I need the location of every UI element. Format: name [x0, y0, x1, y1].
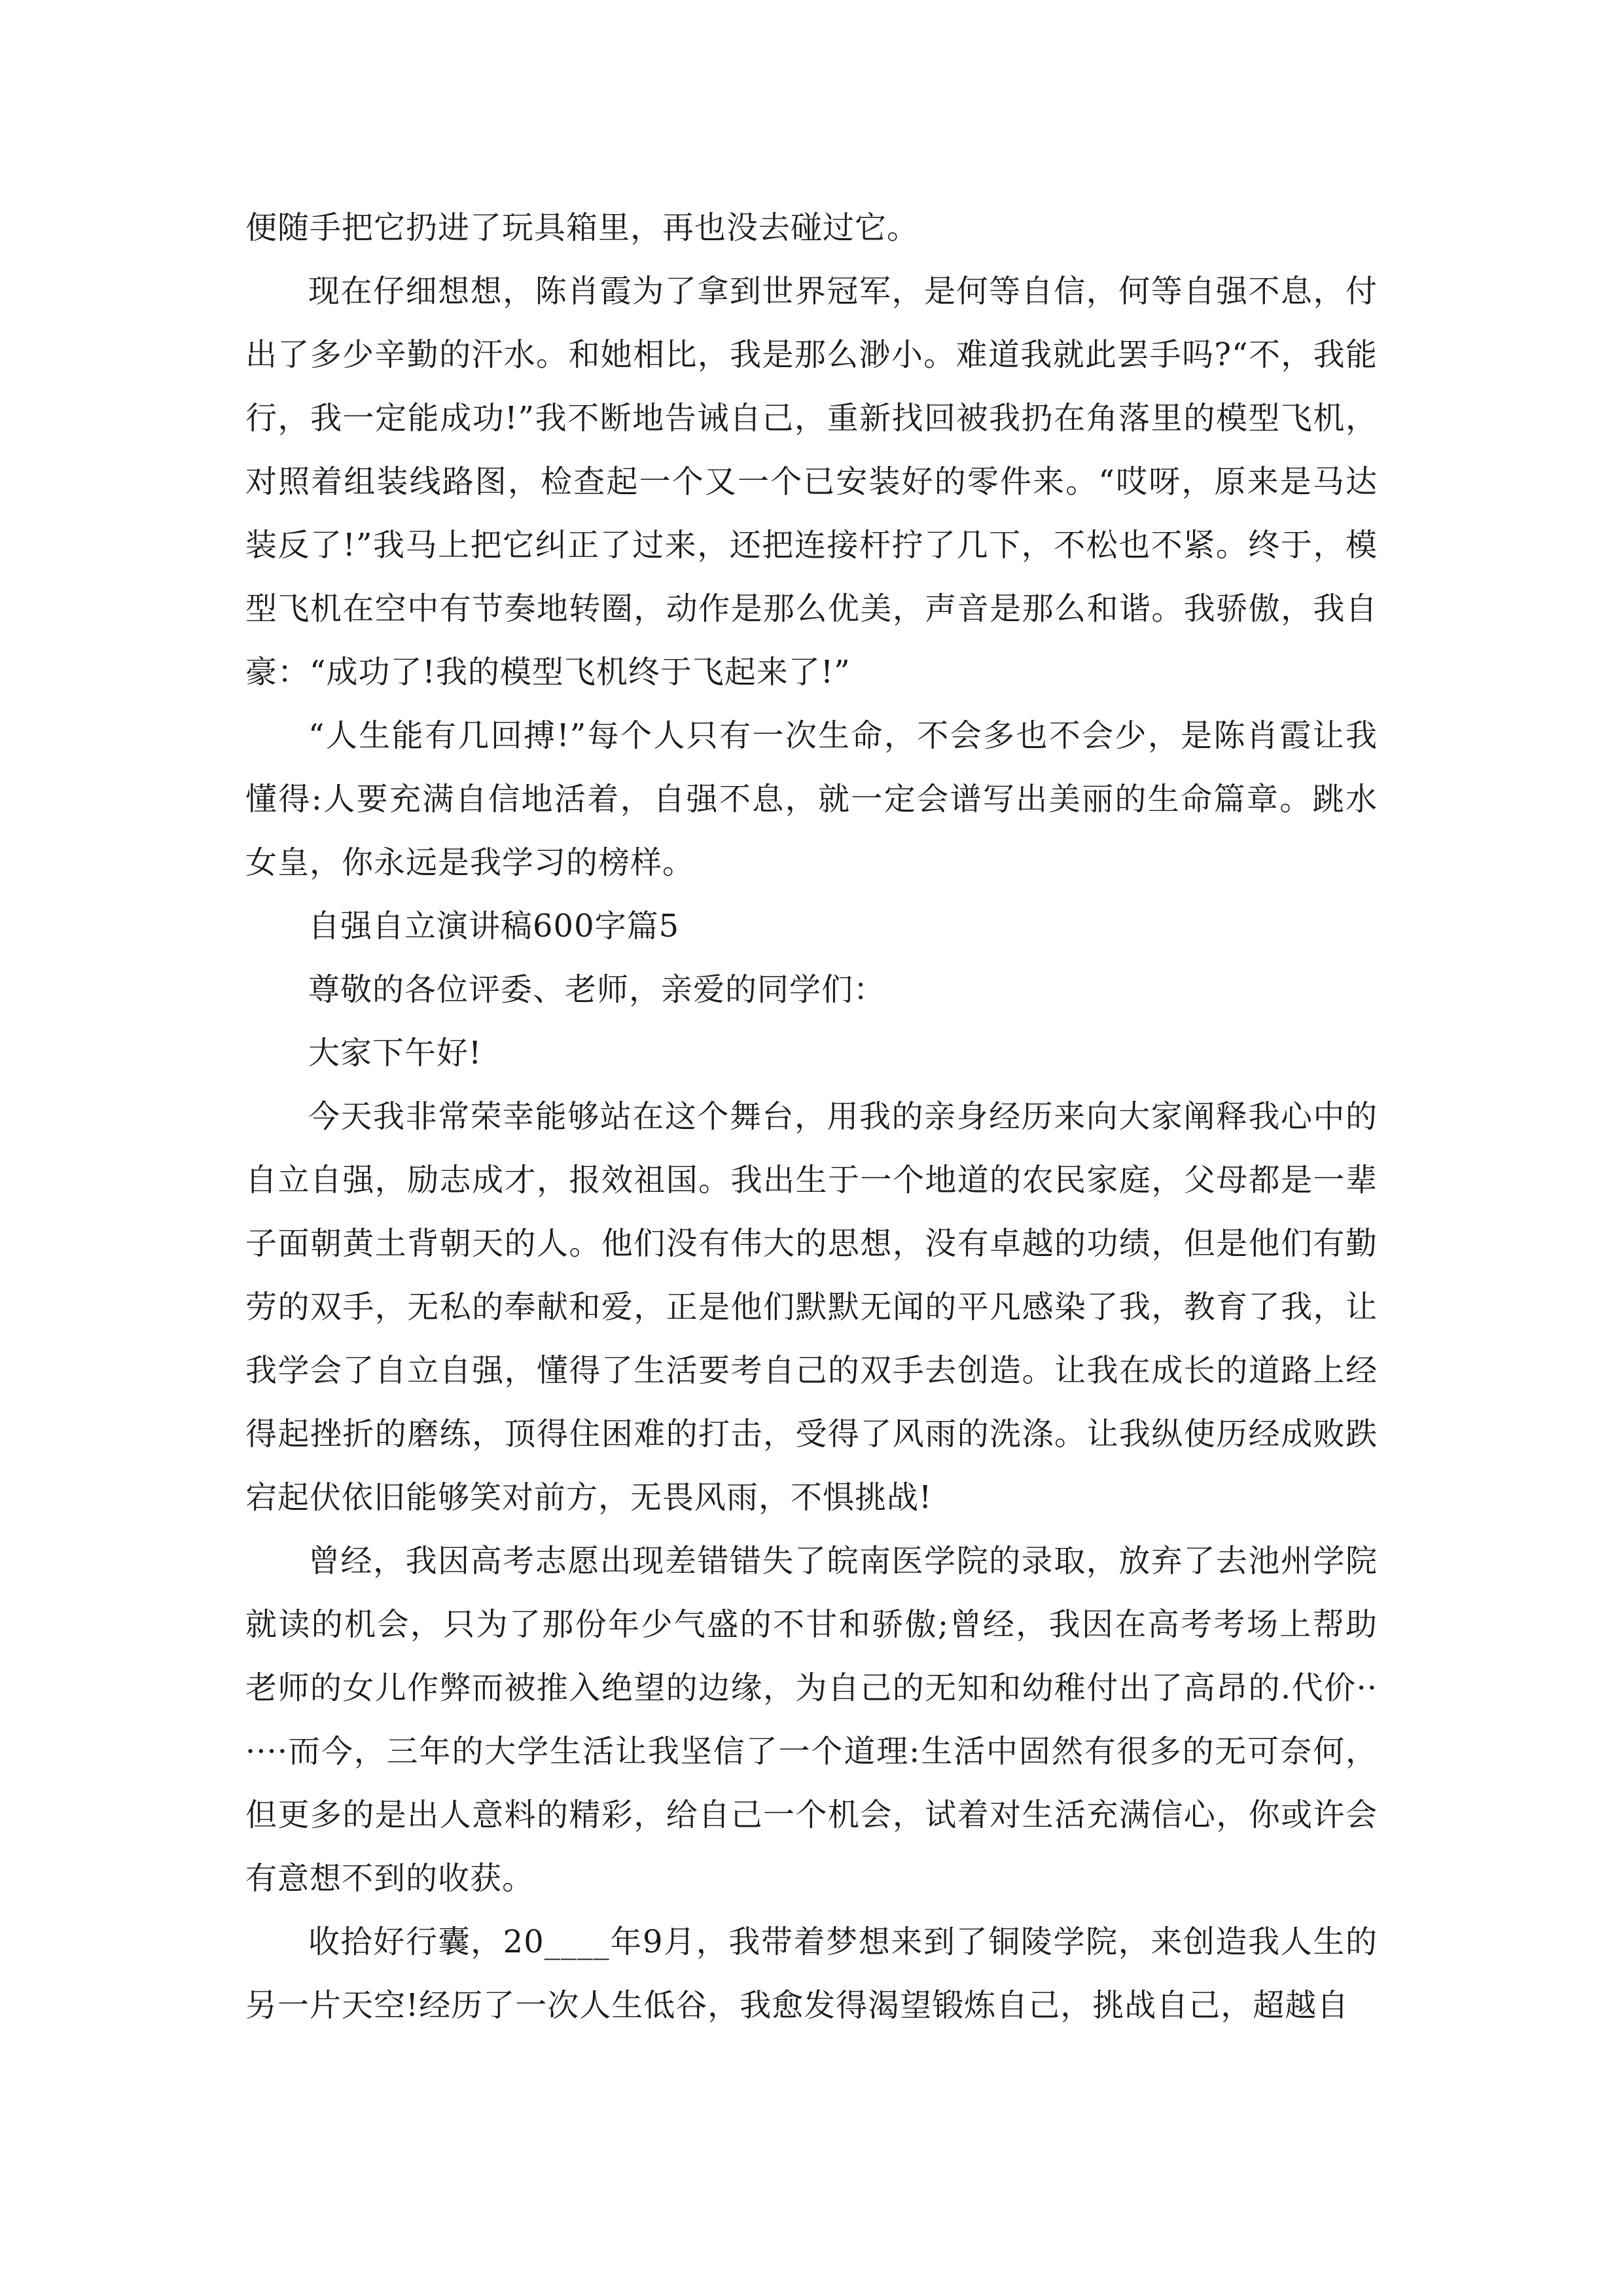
- paragraph-salutation: 尊敬的各位评委、老师，亲爱的同学们：: [308, 971, 886, 1008]
- paragraph-introduction: 今天我非常荣幸能够站在这个舞台，用我的亲身经历来向大家阐释我心中的自立自强，励志成才，报效祖国。我出生于一个地道的农民家庭，父母都是一辈子面朝黄土背朝天的人。他们没有伟大的思想，没有卓越的功绩，但是他们有勤劳的双手，无私的奉献和爱，正是他们默默无闻的平凡感染了我，教育了我，让我学会了自立自强，懂得了生活要考自己的双手去创造。让我在成长的道路上经得起挫折的磨练，顶得住困难的打击，受得了风雨的洗涤。让我纵使历经成败跌宕起伏依旧能够笑对前方，无畏风雨，不惧挑战!: [245, 1098, 1378, 1516]
- section-heading: 自强自立演讲稿600字篇5: [308, 908, 680, 944]
- paragraph-past-experience: 曾经，我因高考志愿出现差错错失了皖南医学院的录取，放弃了去池州学院就读的机会，只为了那份年少气盛的不甘和骄傲;曾经，我因在高考考场上帮助老师的女儿作弊而被推入绝望的边缘，为自己的无知和幼稚付出了高昂的.代价······而今，三年的大学生活让我坚信了一个道理:生活中固然有很多的无可奈何，但更多的是出人意料的精彩，给自己一个机会，试着对生活充满信心，你或许会有意想不到的收获。: [245, 1543, 1378, 1897]
- paragraph-conclusion: “人生能有几回搏!”每个人只有一次生命，不会多也不会少，是陈肖霞让我懂得:人要充满自信地活着，自强不息，就一定会谱写出美丽的生命篇章。跳水女皇，你永远是我学习的榜样。: [245, 717, 1378, 881]
- paragraph-continuation: 便随手把它扔进了玩具箱里，再也没去碰过它。: [245, 209, 919, 246]
- paragraph-college: 收拾好行囊，20____年9月，我带着梦想来到了铜陵学院，来创造我人生的另一片天空!经历了一次人生低谷，我愈发得渴望锻炼自己，挑战自己，超越自: [245, 1924, 1378, 2024]
- paragraph-model-plane-story: 现在仔细想想，陈肖霞为了拿到世界冠军，是何等自信，何等自强不息，付出了多少辛勤的汗水。和她相比，我是那么渺小。难道我就此罢手吗?“不，我能行，我一定能成功!”我不断地告诫自己，重新找回被我扔在角落里的模型飞机，对照着组装线路图，检查起一个又一个已安装好的零件来。“哎呀，原来是马达装反了!”我马上把它纠正了过来，还把连接杆拧了几下，不松也不紧。终于，模型飞机在空中有节奏地转圈，动作是那么优美，声音是那么和谐。我骄傲，我自豪：“成功了!我的模型飞机终于飞起来了!”: [245, 273, 1378, 691]
- document-body: [245, 196, 1378, 2037]
- paragraph-greeting: 大家下午好!: [308, 1035, 482, 1071]
